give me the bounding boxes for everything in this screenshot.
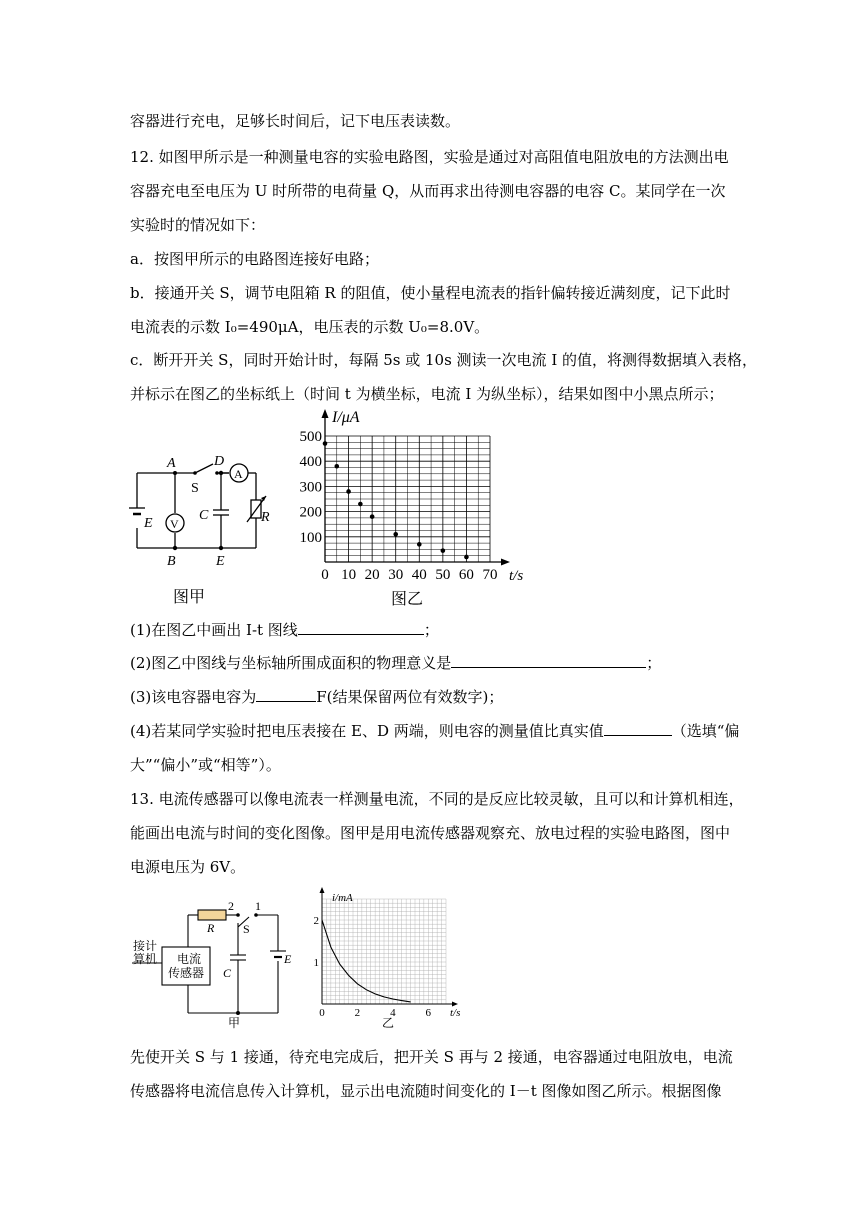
part-3-end: F(结果保留两位有效数字)； (316, 688, 504, 706)
part-3-text: (3)该电容器电容为 (130, 688, 257, 706)
part-4-text: (4)若某同学实验时把电压表接在 E、D 两端，则电容的测量值比真实值 (130, 722, 604, 740)
x-tick-label: 4 (390, 1007, 396, 1019)
text-line: 容器进行充电，足够长时间后，记下电压表读数。 (130, 112, 461, 130)
data-point (417, 542, 422, 547)
y-axis-label: i/mA (332, 892, 353, 904)
part-4 (130, 721, 739, 741)
question-13-text: 电源电压为 6V。 (130, 858, 246, 876)
computer-label: 算机 (133, 952, 158, 966)
x-tick-label: 60 (458, 567, 474, 583)
caption-fig-b: 图乙 (391, 591, 424, 608)
y-axis-arrow (322, 409, 329, 418)
y-axis-arrow (320, 887, 325, 893)
label-1: 1 (255, 899, 261, 913)
part-1-text: (1)在图乙中画出 I-t 图线 (130, 621, 298, 639)
data-point (441, 548, 446, 553)
y-tick-label: 400 (299, 454, 322, 471)
x-tick-label: 40 (411, 567, 427, 583)
answer-blank[interactable] (298, 620, 424, 635)
data-point (464, 555, 469, 560)
label-c: C (223, 966, 232, 980)
label-s: S (191, 481, 199, 496)
label-s: S (243, 922, 250, 936)
x-axis-arrow (452, 1002, 458, 1007)
explanation-text: 先使开关 S 与 1 接通，待充电完成后，把开关 S 再与 2 接通，电容器通过电阻放电，电流 (130, 1048, 733, 1066)
question-13-text: 能画出电流与时间的变化图像。图甲是用电流传感器观察充、放电过程的实验电路图，图中 (130, 824, 731, 842)
x-tick-label: 30 (388, 567, 404, 583)
question-13-text: 13. 电流传感器可以像电流表一样测量电流，不同的是反应比较灵敏，且可以和计算机相连， (130, 790, 744, 808)
answer-blank[interactable] (256, 687, 316, 702)
part-1-end: ； (423, 621, 439, 639)
caption-fig-a: 甲 (228, 1016, 241, 1030)
label-a: A (167, 456, 176, 471)
answer-blank[interactable] (451, 653, 646, 668)
part-3 (130, 687, 503, 707)
chart-ticks (314, 915, 432, 1019)
y-tick-label: 200 (299, 504, 322, 521)
label-b: B (167, 554, 176, 569)
part-4-cont: 大”“偏小”或“相等”）。 (130, 756, 281, 774)
part-2 (130, 653, 661, 673)
step-c: c．断开开关 S，同时开始计时，每隔 5s 或 10s 测读一次电流 I 的值，将测得数据填入表格， (130, 351, 758, 369)
x-tick-label: 0 (321, 567, 329, 583)
sensor-label: 电流 (177, 952, 202, 966)
label-e: E (216, 554, 225, 569)
label-r: R (261, 510, 270, 525)
chart-it-12 (290, 405, 535, 610)
data-point (334, 464, 339, 469)
data-point (358, 502, 363, 507)
part-1 (130, 620, 439, 640)
x-axis-arrow (501, 559, 510, 566)
answer-blank[interactable] (604, 721, 672, 736)
caption-fig-b: 乙 (382, 1016, 395, 1030)
circuit-diagram-12 (125, 448, 275, 608)
label-e: E (284, 952, 292, 966)
explanation-text: 传感器将电流信息传入计算机，显示出电流随时间变化的 I－t 图像如图乙所示。根据图像 (130, 1082, 722, 1100)
x-axis-label: t/s (450, 1007, 461, 1019)
x-tick-label: 6 (425, 1007, 432, 1019)
y-tick-label: 500 (299, 429, 322, 445)
label-e-source: E (144, 516, 153, 531)
chart-ticks (300, 429, 498, 583)
ammeter-symbol: A (234, 467, 243, 481)
x-axis-label: t/s (509, 568, 524, 584)
question-12-text: 12. 如图甲所示是一种测量电容的实验电路图，实验是通过对高阻值电阻放电的方法测出电 (130, 148, 729, 166)
data-point (393, 532, 398, 537)
data-point (323, 441, 328, 446)
computer-label: 接计 (133, 939, 158, 953)
x-tick-label: 10 (341, 567, 357, 583)
voltmeter-symbol: V (170, 517, 179, 531)
x-tick-label: 2 (354, 1007, 361, 1019)
y-axis-label: I/μA (332, 409, 360, 426)
x-tick-label: 50 (435, 567, 451, 583)
caption-fig-a: 图甲 (173, 589, 206, 606)
x-tick-label: 70 (482, 567, 498, 583)
step-b: 电流表的示数 I₀=490μA，电压表的示数 U₀=8.0V。 (130, 318, 490, 336)
step-a: a．按图甲所示的电路图连接好电路； (130, 250, 379, 268)
part-2-text: (2)图乙中图线与坐标轴所围成面积的物理意义是 (130, 654, 452, 672)
part-2-end: ； (646, 654, 662, 672)
sensor-label: 传感器 (168, 966, 205, 980)
part-4-end: （选填“偏 (671, 722, 740, 740)
question-12-text: 实验时的情况如下： (130, 216, 266, 234)
circuit-diagram-13 (130, 895, 300, 1030)
chart-it-13 (310, 885, 470, 1030)
chart-grid (325, 436, 490, 562)
y-tick-label: 300 (299, 479, 322, 496)
chart-grid (322, 899, 446, 1004)
label-r: R (207, 921, 215, 935)
chart-axes (322, 409, 511, 566)
y-tick-label: 100 (299, 529, 322, 546)
data-point (370, 514, 375, 519)
question-12-text: 容器充电至电压为 U 时所带的电荷量 Q，从而再求出待测电容器的电容 C。某同学在一次 (130, 182, 726, 200)
x-tick-label: 0 (319, 1007, 325, 1019)
label-c: C (199, 508, 209, 523)
data-point (346, 489, 351, 494)
step-b: b．接通开关 S，调节电阻箱 R 的阻值，使小量程电流表的指针偏转接近满刻度，记下此时 (130, 284, 731, 302)
label-2: 2 (228, 899, 234, 913)
label-d: D (214, 454, 225, 469)
y-tick-label: 2 (313, 915, 319, 927)
step-c: 并标示在图乙的坐标纸上（时间 t 为横坐标，电流 I 为纵坐标），结果如图中小黑点所示； (130, 385, 724, 403)
y-tick-label: 1 (313, 957, 319, 969)
x-tick-label: 20 (364, 567, 380, 583)
